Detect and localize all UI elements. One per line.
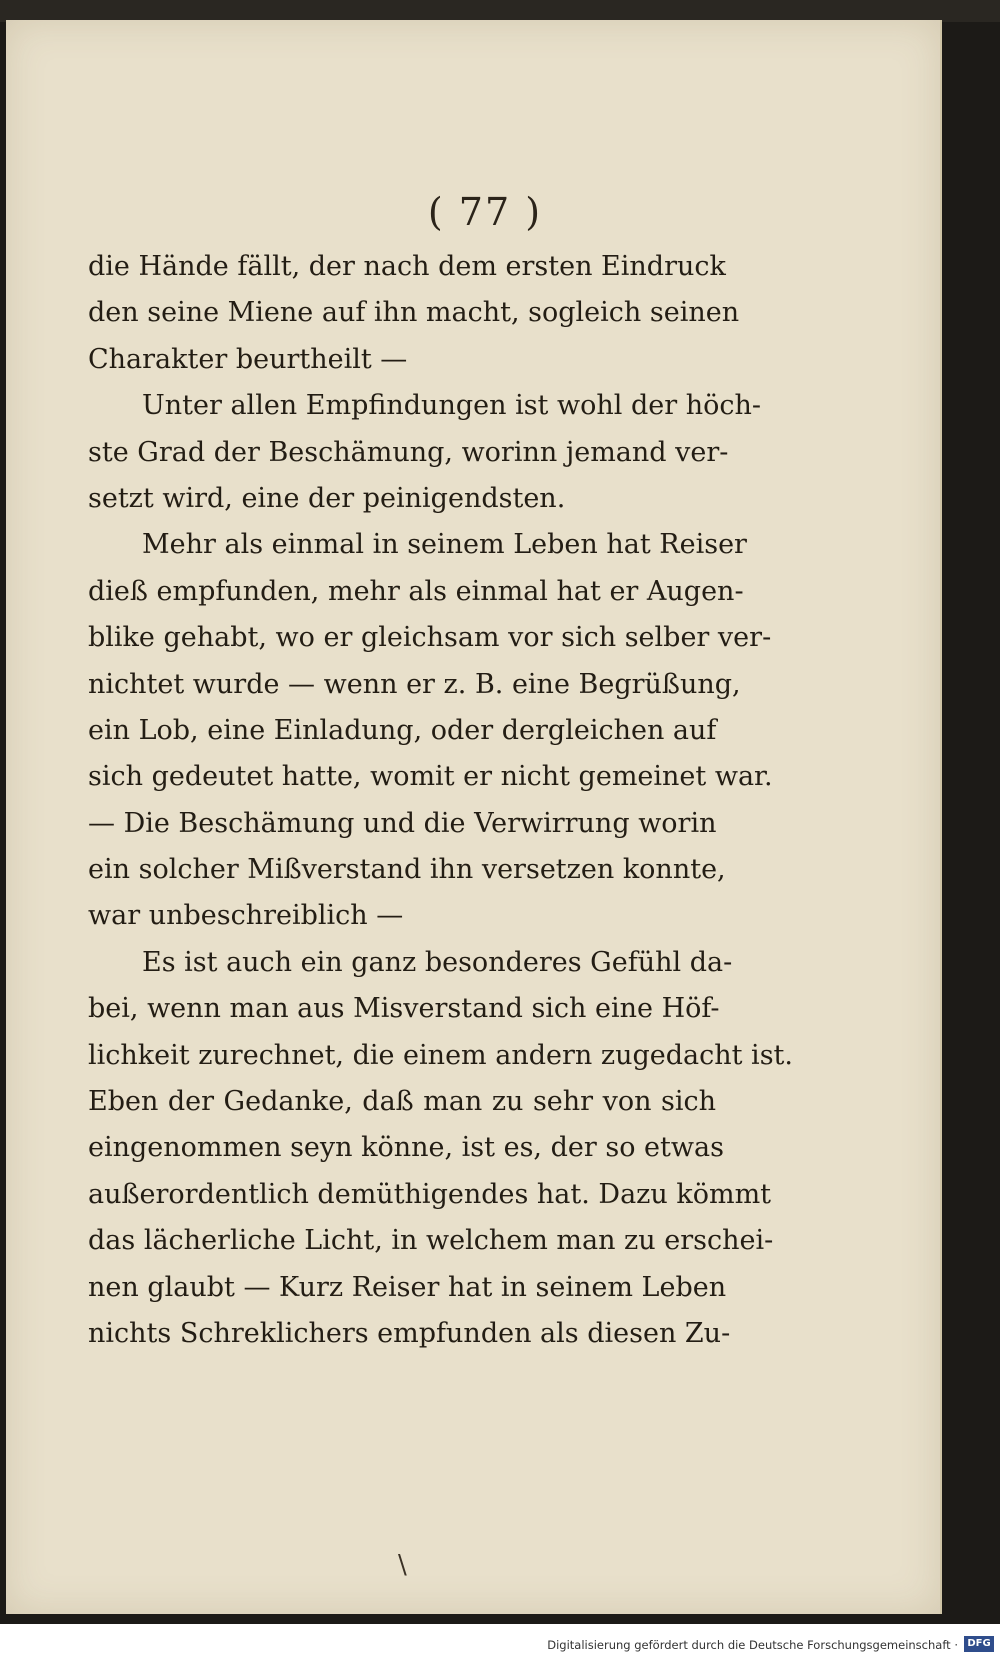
text-line: sich gedeutet hatte, womit er nicht gemeinet war. [88, 761, 773, 793]
text-line: war unbeschreiblich — [88, 900, 404, 932]
text-line: ein Lob, eine Einladung, oder dergleichen auf [88, 714, 717, 746]
body-text [88, 244, 793, 1357]
text-line: nichtet wurde — wenn er z. B. eine Begrüßung, [88, 668, 741, 700]
text-line: — Die Beschämung und die Verwirrung worin [88, 807, 717, 839]
text-line: bei, wenn man aus Misverstand sich eine Höf- [88, 993, 720, 1025]
text-line: setzt wird, eine der peinigendsten. [88, 482, 566, 514]
text-line: lichkeit zurechnet, die einem andern zugedacht ist. [88, 1039, 793, 1071]
scan-top-edge [0, 0, 1000, 22]
text-line: eingenommen seyn könne, ist es, der so etwas [88, 1132, 724, 1164]
text-line: außerordentlich demüthigendes hat. Dazu kömmt [88, 1178, 772, 1210]
text-line: nichts Schreklichers empfunden als diesen Zu- [88, 1317, 731, 1349]
text-line: Unter allen Empfindungen ist wohl der höch- [142, 390, 761, 422]
book-page [6, 20, 942, 1614]
text-line: Charakter beurtheilt — [88, 343, 408, 375]
text-line: die Hände fällt, der nach dem ersten Eindruck [88, 251, 726, 282]
text-line: Eben der Gedanke, daß man zu sehr von sich [88, 1086, 716, 1118]
text-line: das lächerliche Licht, in welchem man zu erschei- [88, 1225, 774, 1257]
text-line: dieß empfunden, mehr als einmal hat er Augen- [88, 575, 744, 607]
text-line: ste Grad der Beschämung, worinn jemand ver- [88, 436, 729, 468]
text-line: den seine Miene auf ihn macht, sogleich seinen [88, 297, 740, 329]
text-line: Mehr als einmal in seinem Leben hat Reiser [142, 529, 747, 561]
stray-ink-mark: \ [398, 1550, 407, 1580]
page-number: ( 77 ) [427, 190, 543, 234]
digitization-credit: Digitalisierung gefördert durch die Deutsche Forschungsgemeinschaft · [547, 1638, 958, 1652]
text-line: ein solcher Mißverstand ihn versetzen konnte, [88, 854, 726, 886]
text-line: Es ist auch ein ganz besonderes Gefühl da- [142, 946, 733, 978]
text-line: nen glaubt — Kurz Reiser hat in seinem Leben [88, 1271, 727, 1303]
dfg-logo-icon: DFG [964, 1636, 994, 1652]
text-line: blike gehabt, wo er gleichsam vor sich selber ver- [88, 622, 772, 654]
